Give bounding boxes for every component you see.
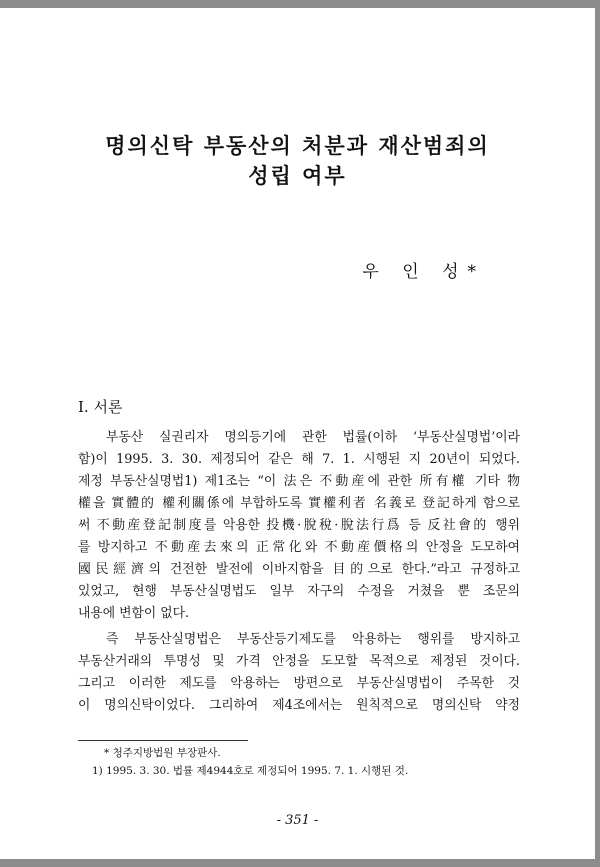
body-line: 부동산 실권리자 명의등기에 관한 법률(이하 ‘부동산실명법’이라 — [106, 430, 520, 445]
author-name: 우 인 성* — [362, 262, 485, 282]
body-line: 이 명의신탁이었다. 그리하여 제4조에서는 원칙적으로 명의신탁 약정 — [78, 698, 520, 713]
page-border-right — [595, 0, 600, 867]
body-line: 를 방지하고 不動産去來의 正常化와 不動産價格의 안정을 도모하여 — [78, 540, 520, 555]
body-line: 써 不動産登記制度를 악용한 投機·脫稅·脫法行爲 등 反社會的 행위 — [78, 518, 520, 533]
body-line: 있었고, 현행 부동산실명법도 일부 자구의 수정을 거쳤을 뿐 조문의 — [78, 584, 520, 599]
section-heading: I. 서론 — [78, 398, 123, 416]
body-line: 國民經濟의 건전한 발전에 이바지함을 目的으로 한다.”라고 규정하고 — [78, 562, 520, 577]
body-line: 함)이 1995. 3. 30. 제정되어 같은 해 7. 1. 시행된 지 20년이 되었다. — [78, 452, 520, 467]
footnote-author-affiliation: * 청주지방법원 부장판사. — [104, 747, 221, 759]
body-line: 權을 實體的 權利關係에 부합하도록 實權利者 名義로 登記하게 함으로 — [78, 496, 520, 511]
body-line: 그리고 이러한 제도를 악용하는 방편으로 부동산실명법이 주목한 것 — [78, 676, 520, 691]
page-number: - 351 - — [276, 813, 319, 828]
body-line: 부동산거래의 투명성 및 가격 안정을 도모할 목적으로 제정된 것이다. — [78, 654, 520, 669]
page-border-top — [0, 0, 600, 8]
footnote-divider — [78, 740, 248, 741]
paper-title-line-1: 명의신탁 부동산의 처분과 재산범죄의 — [105, 133, 490, 158]
paper-title-line-2: 성립 여부 — [248, 163, 347, 188]
footnote-1: 1) 1995. 3. 30. 법률 제4944호로 제정되어 1995. 7. 1. 시행된 것. — [92, 765, 409, 777]
page-border-bottom — [0, 859, 600, 867]
body-line: 내용에 변함이 없다. — [78, 606, 190, 621]
body-line: 제정 부동산실명법1) 제1조는 “이 法은 不動産에 관한 所有權 기타 物 — [78, 474, 520, 489]
body-line: 즉 부동산실명법은 부동산등기제도를 악용하는 행위를 방지하고 — [106, 632, 520, 647]
